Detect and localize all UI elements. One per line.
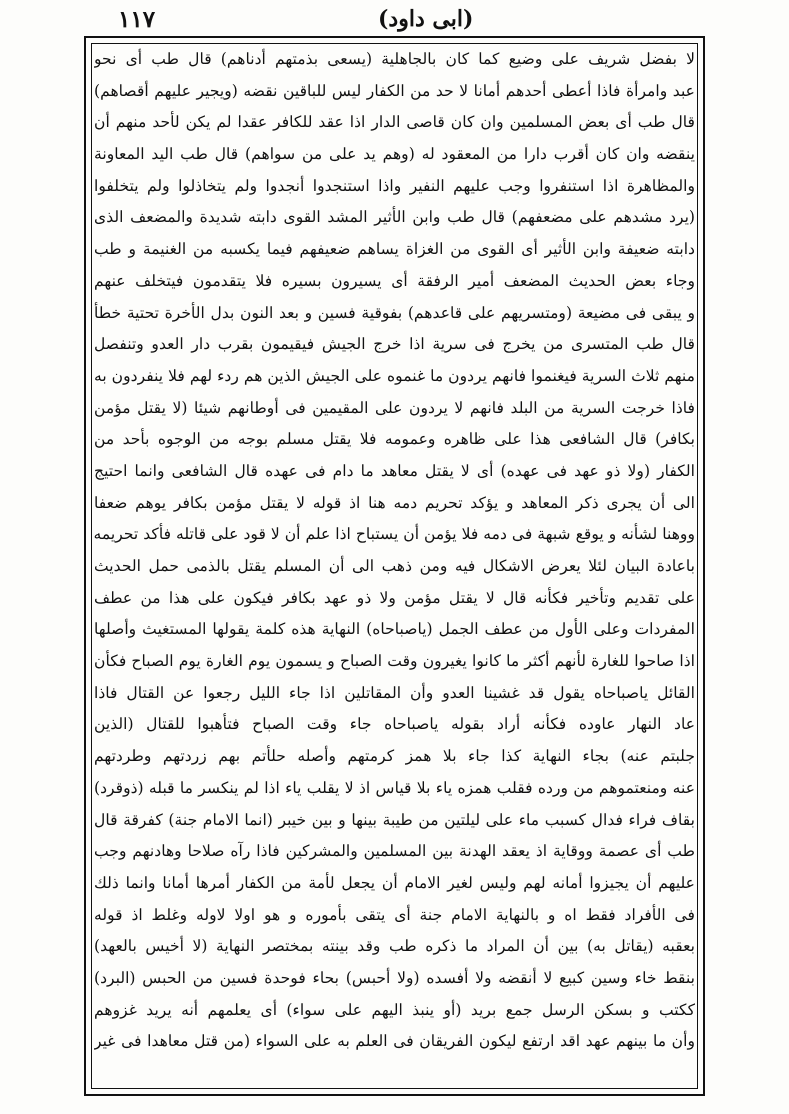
text-line: باعادة البيان لئلا يعرض الاشكال فيه ومن ذهب الى أن المسلم يقتل بالذمى حمل الحديث <box>94 557 695 575</box>
text-line: لا بفضل شريف على وضيع كما كان بالجاهلية (يسعى بذمتهم أدناهم) قال طب أى نحو <box>94 50 695 68</box>
text-line: على تقديم وتأخير فكأنه قال لا يقتل مؤمن ولا ذو عهد بكافر فيكون على هذا من عطف <box>94 588 695 607</box>
text-line: ككتب و بسكن الرسل جمع بريد (أو ينبذ اليهم على سواء) أى يعلمهم أنه يريد غزوهم <box>94 1000 695 1019</box>
page-number: ١١٧ <box>118 6 156 33</box>
text-line: بكافر) قال الشافعى هذا على ظاهره وعمومه فلا يقتل مسلم بوجه من الوجوه بأحد من <box>94 430 695 449</box>
text-line: عليهم أن يجيزوا أمانه لهم وليس لغير الامام أن يجعل لأمة من الكفار أمرها أمانا وانما ذلك <box>94 873 695 892</box>
text-line: والمظاهرة اذا استنفروا وجب عليهم النفير واذا استنجدوا أنجدوا ولم يتخاذلوا ولم يتخلفوا <box>94 176 695 195</box>
text-line: ووهنا لشأنه و يوقع شبهة فى دمه فلا يؤمن أن يستباح اذا علم أن لا قود على قاتله فأكد تحريمه <box>94 525 695 544</box>
text-line: بعقبه (يقاتل به) بين أن المراد ما ذكره طب وقد بينته بمختصر النهاية (لا أخيس بالعهد) <box>94 937 695 956</box>
text-line: عنه ومنعتموهم من ورده فقلب همزه ياء بلا قياس اذ لا يقلب ياء اذا لم ينكسر ما قبله (ذوقرد) <box>94 778 695 797</box>
text-line: طب أى عصمة ووقاية اذ يعقد الهدنة بين المسلمين والمشركين فاذا رآه صلاحا وهادنهم وجب <box>94 842 695 861</box>
text-line: (يرد مشدهم على مضعفهم) قال طب وابن الأثير المشد القوى دابته شديدة والمضعف الذى <box>94 208 695 227</box>
text-line: جلبتم عنه) بجاء النهاية كذا جاء بلا همز كرمتهم وأصله حلأتم بهم زردتهم وطردتهم <box>94 747 695 766</box>
text-line: الى أن يجرى ذكر المعاهد و يؤكد تحريم دمه هنا اذ قوله لا يقتل مؤمن بكافر يوهم ضعفا <box>94 493 695 512</box>
text-line: القائل ياصباحاه يقول قد غشينا العدو وأن المقاتلين اذا جاء الليل رجعوا عن القتال فاذا <box>94 683 695 702</box>
text-line: فاذا خرجت السرية من البلد فانهم لا يردون على المقيمين فى أوطانهم شيئا (لا يقتل مؤمن <box>94 398 695 417</box>
page-frame <box>84 36 705 1096</box>
text-line: وجاء بعض الحديث المضعف أمير الرفقة أى يسيرون بسيره فلا يتقدمون فيتخلف عنهم <box>94 271 695 290</box>
text-line <box>94 1058 695 1088</box>
text-line: الكفار (ولا ذو عهد فى عهده) أى لا يقتل معاهد ما دام فى عهده قال الشافعى وانما احتيج <box>94 461 695 480</box>
text-line: ينقضه وان كان أقرب دارا من المعقود له (وهم يد على من سواهم) قال طب اليد المعاونة <box>94 145 695 164</box>
text-line: وأن ما بينهم عهد اقد ارتفع ليكون الفريقان فى العلم به على السواء (من قتل معاهدا فى غير <box>94 1032 695 1051</box>
running-head: (ابى داود) <box>378 6 474 32</box>
text-body <box>94 44 695 1088</box>
text-line: دابته ضعيفة وابن الأثير أى القوى من الغزاة يساهم ضعيفهم فيما يكسبه من الغنيمة و طب <box>94 240 695 259</box>
text-line: قال طب المتسرى من يخرج فى سرية اذا خرج الجيش فيقيمون بقرب دار العدو وتنفصل <box>94 335 695 354</box>
text-line: بنقط خاء وسين كبيع لا أنقضه ولا أفسده (ولا أحبس) بحاء فوحدة فسين من الحبس (البرد) <box>94 968 695 987</box>
text-line: المفردات وعلى الأول من عطف الجمل (ياصباحاه) النهاية هذه كلمة يقولها المستغيث وأصلها <box>94 620 695 639</box>
text-line: منهم ثلاث السرية فيغنموا فانهم يردون ما غنموه على الجيش الذين هم ردء لهم فلا ينفردون به <box>94 366 695 385</box>
text-line: و يبقى فى مضيعة (ومتسريهم على قاعدهم) بفوقية فسين و بعد النون بدل الأخرة تحتية خطأ <box>94 303 695 322</box>
text-line: عاد النهار عاوده فكأنه أراد بقوله ياصباحاه جاء وقت الصباح فتأهبوا للقتال (الذين <box>94 715 695 734</box>
text-line: اذا صاحوا للغارة لأنهم أكثر ما كانوا يغيرون وقت الصباح و يسمون يوم الغارة يوم الصباح فكأن <box>94 652 695 671</box>
text-line: بقاف فراء فدال كسبب ماء على ليلتين من طيبة بينها و بين خيبر (انما الامام جنة) كفرقة قال <box>94 810 695 829</box>
page-header <box>0 0 789 38</box>
text-line: فى الأفراد فقط اه و بالنهاية الامام جنة أى يتقى بأموره و هو اولا لاوله وغلط اذ قوله <box>94 905 695 924</box>
text-line: عبد وامرأة فاذا أعطى أحدهم أمانا لا حد من الكفار ليس للباقين نقضه (ويجير عليهم أقصاهم) <box>94 81 695 100</box>
text-line: قال طب أى بعض المسلمين وان كان قاصى الدار اذا عقد للكافر عقدا لم يكن لأحد منهم أن <box>94 113 695 132</box>
